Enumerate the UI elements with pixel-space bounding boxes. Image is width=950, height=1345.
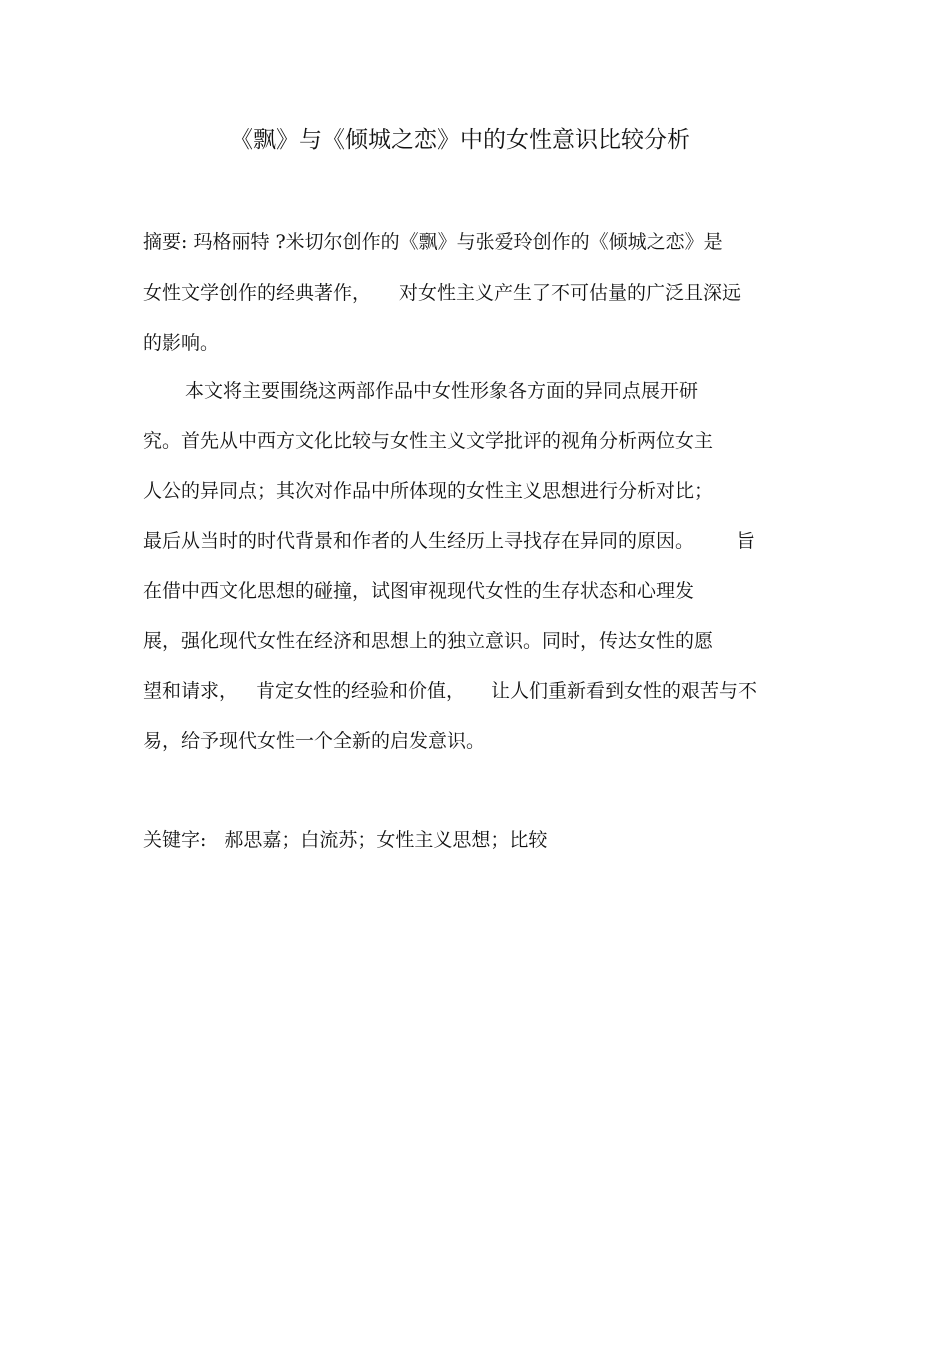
abstract-line-5: 究。首先从中西方文化比较与女性主义文学批评的视角分析两位女主 (143, 430, 714, 452)
abstract-line-2 (143, 280, 741, 306)
abstract-line-10-part-a: 望和请求， (143, 680, 239, 702)
abstract-line-8: 在借中西文化思想的碰撞，试图审视现代女性的生存状态和心理发 (143, 580, 695, 602)
abstract-line-9: 展，强化现代女性在经济和思想上的独立意识。同时，传达女性的愿 (143, 630, 714, 652)
abstract-line-10 (143, 678, 757, 704)
document-title: 《飘》与《倾城之恋》中的女性意识比较分析 (230, 127, 690, 153)
abstract-line-7-part-b: 旨 (736, 530, 756, 552)
abstract-line-11: 易，给予现代女性一个全新的启发意识。 (143, 730, 486, 752)
abstract-line-10-part-b: 肯定女性的经验和价值， (256, 680, 466, 702)
keywords-value: 郝思嘉；白流苏；女性主义思想；比较 (224, 829, 548, 851)
keywords-line (143, 827, 547, 853)
abstract-line-7-part-a: 最后从当时的时代背景和作者的人生经历上寻找存在异同的原因。 (143, 530, 695, 552)
abstract-line-3: 的影响。 (143, 332, 220, 354)
abstract-line-6: 人公的异同点；其次对作品中所体现的女性主义思想进行分析对比； (143, 480, 714, 502)
abstract-line-2-part-a: 女性文学创作的经典著作， (143, 282, 372, 304)
abstract-line-2-part-b: 对女性主义产生了不可估量的广泛且深远 (399, 282, 742, 304)
abstract-line-4: 本文将主要围绕这两部作品中女性形象各方面的异同点展开研 (185, 380, 699, 402)
abstract-line-7 (143, 528, 755, 554)
keywords-label: 关键字: (143, 829, 207, 851)
abstract-line-1: 摘要: 玛格丽特 ?米切尔创作的《飘》与张爱玲创作的《倾城之恋》是 (143, 231, 723, 253)
abstract-line-10-part-c: 让人们重新看到女性的艰苦与不 (491, 680, 758, 702)
